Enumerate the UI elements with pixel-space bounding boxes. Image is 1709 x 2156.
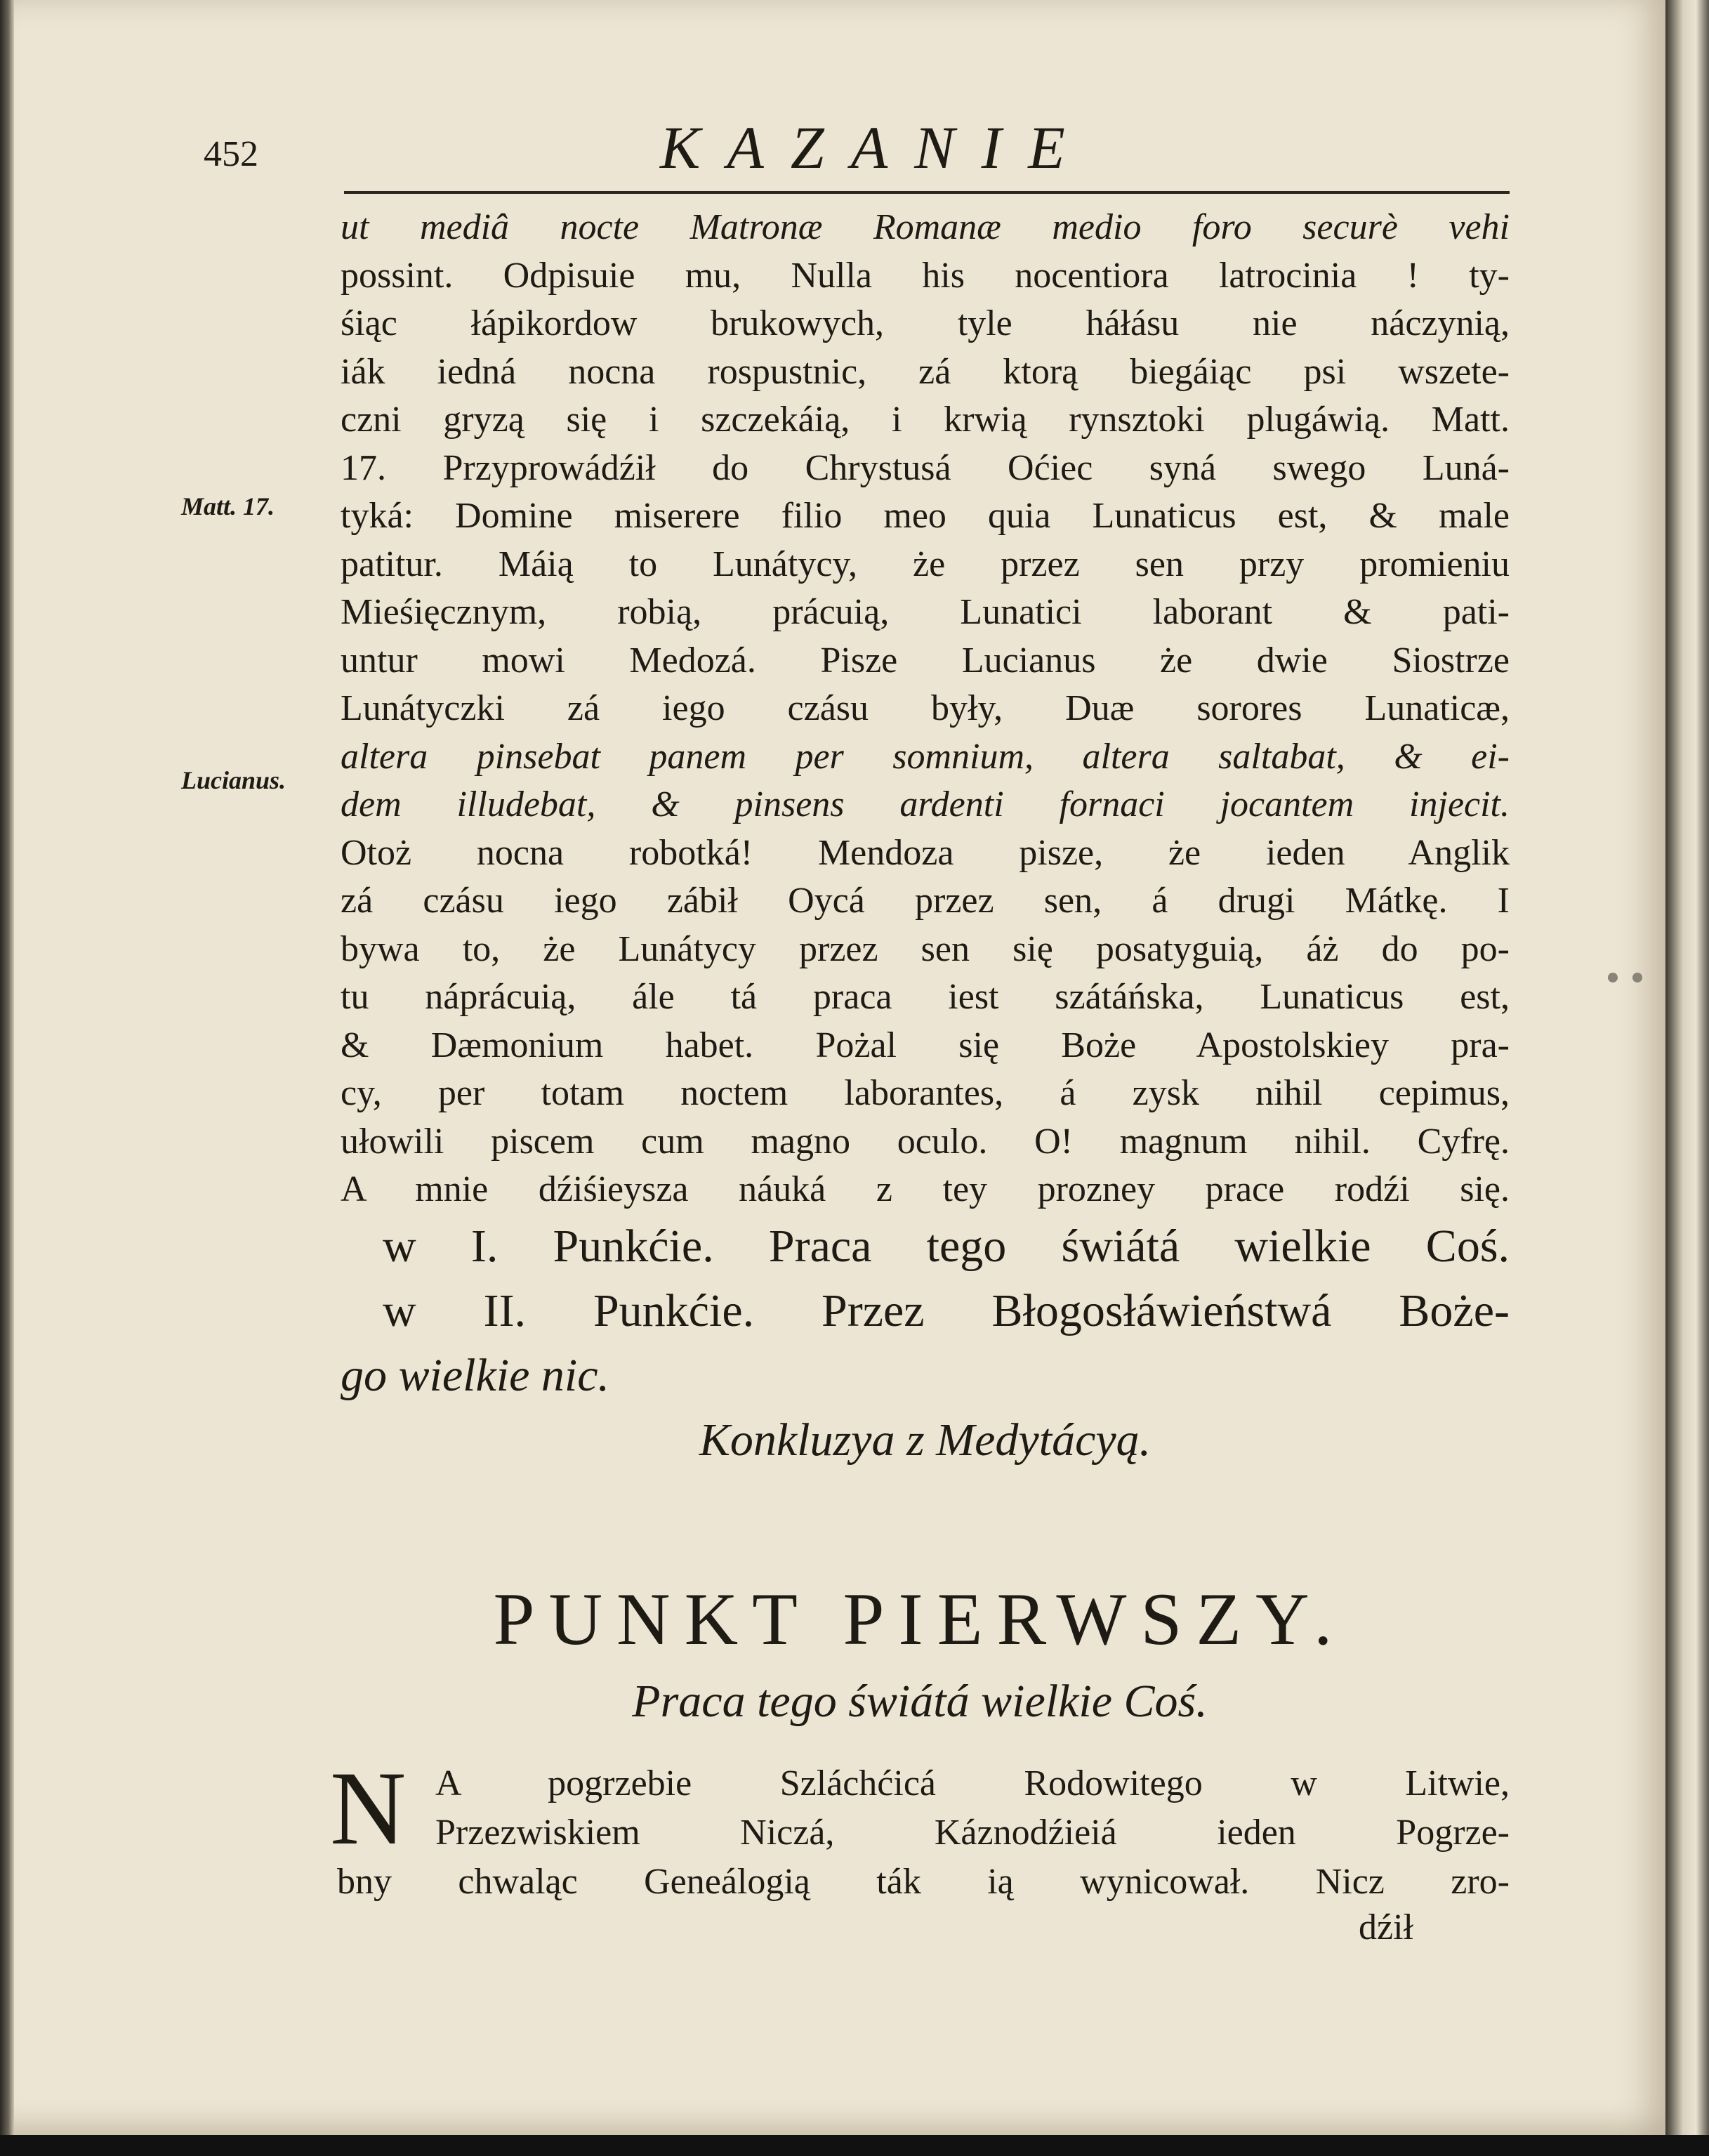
- text-line: Mieśięcznym, robią, prácuią, Lunatici laborant & pati-: [341, 592, 1510, 632]
- drop-cap: N: [330, 1750, 407, 1867]
- text-line: cy, per totam noctem laborantes, á zysk nihil cepimus,: [341, 1073, 1510, 1113]
- main-text: [341, 204, 1510, 1473]
- text-line: dem illudebat, & pinsens ardenti fornaci jocantem injecit.: [341, 784, 1510, 824]
- text-line: 17. Przyprowádźił do Chrystusá Oćiec syná swego Luná-: [341, 447, 1510, 488]
- section-subtitle: Praca tego świátá wielkie Coś.: [632, 1676, 1208, 1727]
- text-line: ut mediâ nocte Matronæ Romanæ medio foro securè vehi: [341, 207, 1510, 247]
- point-line: w I. Punkćie. Praca tego świátá wielkie Coś.: [383, 1220, 1510, 1272]
- text-line: A mnie dźiśieysza náuká z tey prozney prace rodźi się.: [341, 1169, 1510, 1209]
- text-line: patitur. Máią to Lunátycy, że przez sen przy promieniu: [341, 544, 1510, 584]
- text-line: tu náprácuią, ále tá praca iest szátáńska, Lunaticus est,: [341, 977, 1510, 1017]
- conclusion-line: Konkluzya z Medytácyą.: [699, 1414, 1152, 1466]
- margin-note-lucianus: Lucianus.: [181, 766, 286, 794]
- text-line: czni gryzą się i szczekáią, i krwią rynsztoki plugáwią. Matt.: [341, 400, 1510, 440]
- catchword: dźił: [1359, 1907, 1413, 1947]
- text-line: altera pinsebat panem per somnium, altera saltabat, & ei-: [341, 736, 1510, 777]
- paragraph: [337, 1759, 1510, 1907]
- text-line: Lunátyczki zá iego czásu były, Duæ sorores Lunaticæ,: [341, 688, 1510, 728]
- text-line: śiąc łápikordow brukowych, tyle háłásu nie náczynią,: [341, 303, 1510, 343]
- text-line: Otoż nocna robotká! Mendoza pisze, że ieden Anglik: [341, 832, 1510, 873]
- ink-spot: [1632, 973, 1642, 982]
- header-rule: [344, 191, 1510, 194]
- text-line: tyká: Domine miserere filio meo quia Lunaticus est, & male: [341, 496, 1510, 536]
- running-head: KAZANIE: [660, 114, 1092, 181]
- margin-note-matt: Matt. 17.: [181, 492, 275, 520]
- text-line: bny chwaląc Geneálogią ták ią wynicował. Nicz zro-: [337, 1862, 1510, 1902]
- text-line: iák iedná nocna rospustnic, zá ktorą biegáiąc psi wszete-: [341, 351, 1510, 392]
- next-page-edge: [1665, 0, 1709, 2156]
- point-line: w II. Punkćie. Przez Błogosłáwieństwá Boże-: [383, 1284, 1510, 1336]
- text-line: untur mowi Medozá. Pisze Lucianus że dwie Siostrze: [341, 640, 1510, 681]
- text-line: Przezwiskiem Niczá, Káznodźieiá ieden Pogrze-: [435, 1813, 1510, 1853]
- text-line: ułowili piscem cum magno oculo. O! magnum nihil. Cyfrę.: [341, 1121, 1510, 1162]
- bottom-edge: [0, 2135, 1709, 2156]
- section-title: PUNKT PIERWSZY.: [493, 1578, 1347, 1660]
- ink-spot: [1608, 973, 1618, 982]
- text-line: zá czásu iego zábił Oycá przez sen, á drugi Mátkę. I: [341, 881, 1510, 921]
- page-number: 452: [204, 134, 258, 174]
- point-line: go wielkie nic.: [341, 1349, 610, 1401]
- text-line: bywa to, że Lunátycy przez sen się posatyguią, áż do po-: [341, 928, 1510, 969]
- text-line: & Dæmonium habet. Pożal się Boże Apostolskiey pra-: [341, 1025, 1510, 1065]
- text-line: A pogrzebie Szláchćicá Rodowitego w Litwie,: [435, 1763, 1510, 1803]
- page-gutter-shadow: [0, 0, 14, 2135]
- text-line: possint. Odpisuie mu, Nulla his nocentiora latrocinia ! ty-: [341, 255, 1510, 296]
